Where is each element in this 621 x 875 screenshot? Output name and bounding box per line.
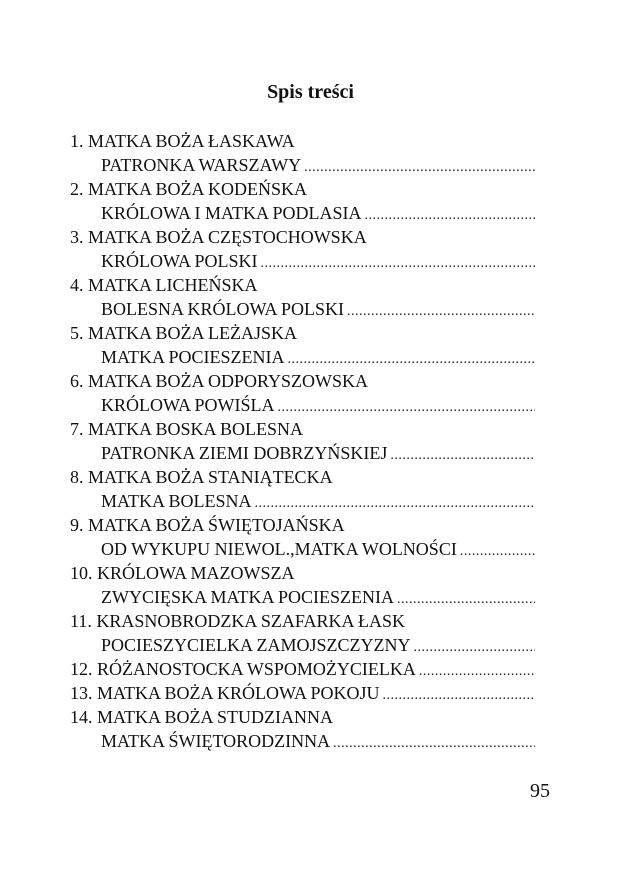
toc-entry-number: 13.	[70, 683, 93, 703]
toc-entry-title: MATKA BOŻA ODPORYSZOWSKA	[88, 371, 369, 391]
toc-entry-subtitle: KRÓLOWA I MATKA PODLASIA	[101, 203, 362, 223]
toc-entry-title-line	[70, 177, 535, 201]
toc-entry-number: 6.	[70, 371, 84, 391]
dot-leader	[347, 300, 535, 321]
toc-entry-title: MATKA BOŻA CZĘSTOCHOWSKA	[88, 227, 367, 247]
dot-leader	[333, 732, 535, 753]
toc-entry-subtitle: PATRONKA WARSZAWY	[101, 155, 302, 175]
toc-entry-title: MATKA LICHEŃSKA	[88, 275, 258, 295]
toc-entry-subtitle: POCIESZYCIELKA ZAMOJSZCZYZNY	[101, 635, 411, 655]
toc-entry-title: MATKA BOŻA ŁASKAWA	[88, 131, 295, 151]
toc-entry-title-line	[70, 561, 535, 585]
toc-entry-subtitle: OD WYKUPU NIEWOL.,MATKA WOLNOŚCI	[101, 539, 457, 559]
toc-entry-title-line	[70, 129, 535, 153]
dot-leader	[397, 588, 535, 609]
toc-entry-subtitle-line	[70, 393, 535, 417]
table-of-contents	[70, 129, 535, 753]
toc-entry-number: 11.	[70, 611, 92, 631]
toc-entry-number: 2.	[70, 179, 84, 199]
toc-entry-subtitle: PATRONKA ZIEMI DOBRZYŃSKIEJ	[101, 443, 388, 463]
toc-entry-title: MATKA BOŻA KODEŃSKA	[88, 179, 308, 199]
dot-leader	[278, 396, 536, 417]
toc-entry-subtitle-line	[70, 633, 535, 657]
page-title: Spis treści	[267, 81, 354, 103]
toc-entry-subtitle-line	[70, 201, 535, 225]
toc-entry-subtitle-line	[70, 489, 535, 513]
toc-entry-subtitle-line	[70, 585, 535, 609]
toc-entry-subtitle: MATKA ŚWIĘTORODZINNA	[101, 731, 331, 751]
toc-entry-title-line	[70, 657, 535, 681]
page-number: 95	[530, 780, 550, 802]
toc-entry-title-line	[70, 609, 535, 633]
dot-leader	[304, 156, 535, 177]
toc-entry-title-line	[70, 369, 535, 393]
toc-entry-title: MATKA BOŻA STUDZIANNA	[97, 707, 334, 727]
toc-entry-title: KRÓLOWA MAZOWSZA	[97, 563, 295, 583]
toc-entry-title-line	[70, 273, 535, 297]
toc-entry-number: 8.	[70, 467, 84, 487]
toc-entry-title: MATKA BOŻA KRÓLOWA POKOJU	[97, 683, 380, 703]
toc-entry-number: 5.	[70, 323, 84, 343]
toc-entry-subtitle-line	[70, 249, 535, 273]
toc-entry-number: 12.	[70, 659, 93, 679]
dot-leader	[261, 252, 535, 273]
toc-entry-number: 4.	[70, 275, 84, 295]
dot-leader	[390, 444, 535, 465]
toc-entry-title-line	[70, 321, 535, 345]
toc-entry-title-line	[70, 705, 535, 729]
toc-entry-title: MATKA BOŻA ŚWIĘTOJAŃSKA	[88, 515, 345, 535]
toc-entry-subtitle-line	[70, 537, 535, 561]
dot-leader	[288, 348, 535, 369]
toc-entry-subtitle: BOLESNA KRÓLOWA POLSKI	[101, 299, 345, 319]
toc-entry-subtitle-line	[70, 153, 535, 177]
toc-entry-number: 9.	[70, 515, 84, 535]
dot-leader	[419, 660, 535, 681]
toc-entry-subtitle-line	[70, 729, 535, 753]
dot-leader	[383, 684, 535, 705]
toc-entry-title-line	[70, 513, 535, 537]
toc-entry-title-line	[70, 417, 535, 441]
toc-entry-subtitle-line	[70, 345, 535, 369]
toc-entry-number: 1.	[70, 131, 84, 151]
toc-entry-title-line	[70, 225, 535, 249]
toc-entry-title-line	[70, 465, 535, 489]
toc-entry-subtitle-line	[70, 441, 535, 465]
dot-leader	[460, 540, 535, 561]
toc-entry-title: MATKA BOŻA STANIĄTECKA	[88, 467, 333, 487]
toc-entry-title: MATKA BOŻA LEŻAJSKA	[88, 323, 298, 343]
dot-leader	[414, 636, 535, 657]
toc-entry-number: 10.	[70, 563, 93, 583]
toc-entry-subtitle: KRÓLOWA POLSKI	[101, 251, 258, 271]
toc-entry-subtitle: MATKA BOLESNA	[101, 491, 252, 511]
toc-entry-title: KRASNOBRODZKA SZAFARKA ŁASK	[96, 611, 406, 631]
toc-entry-number: 14.	[70, 707, 93, 727]
toc-entry-subtitle: MATKA POCIESZENIA	[101, 347, 285, 367]
toc-entry-subtitle: ZWYCIĘSKA MATKA POCIESZENIA	[101, 587, 395, 607]
toc-entry-subtitle: KRÓLOWA POWIŚLA	[101, 395, 275, 415]
toc-entry-title-line	[70, 681, 535, 705]
toc-entry-number: 7.	[70, 419, 84, 439]
toc-entry-subtitle-line	[70, 297, 535, 321]
dot-leader	[255, 492, 535, 513]
toc-entry-number: 3.	[70, 227, 84, 247]
toc-entry-title: MATKA BOSKA BOLESNA	[88, 419, 304, 439]
dot-leader	[365, 204, 535, 225]
toc-entry-title: RÓŻANOSTOCKA WSPOMOŻYCIELKA	[97, 659, 416, 679]
